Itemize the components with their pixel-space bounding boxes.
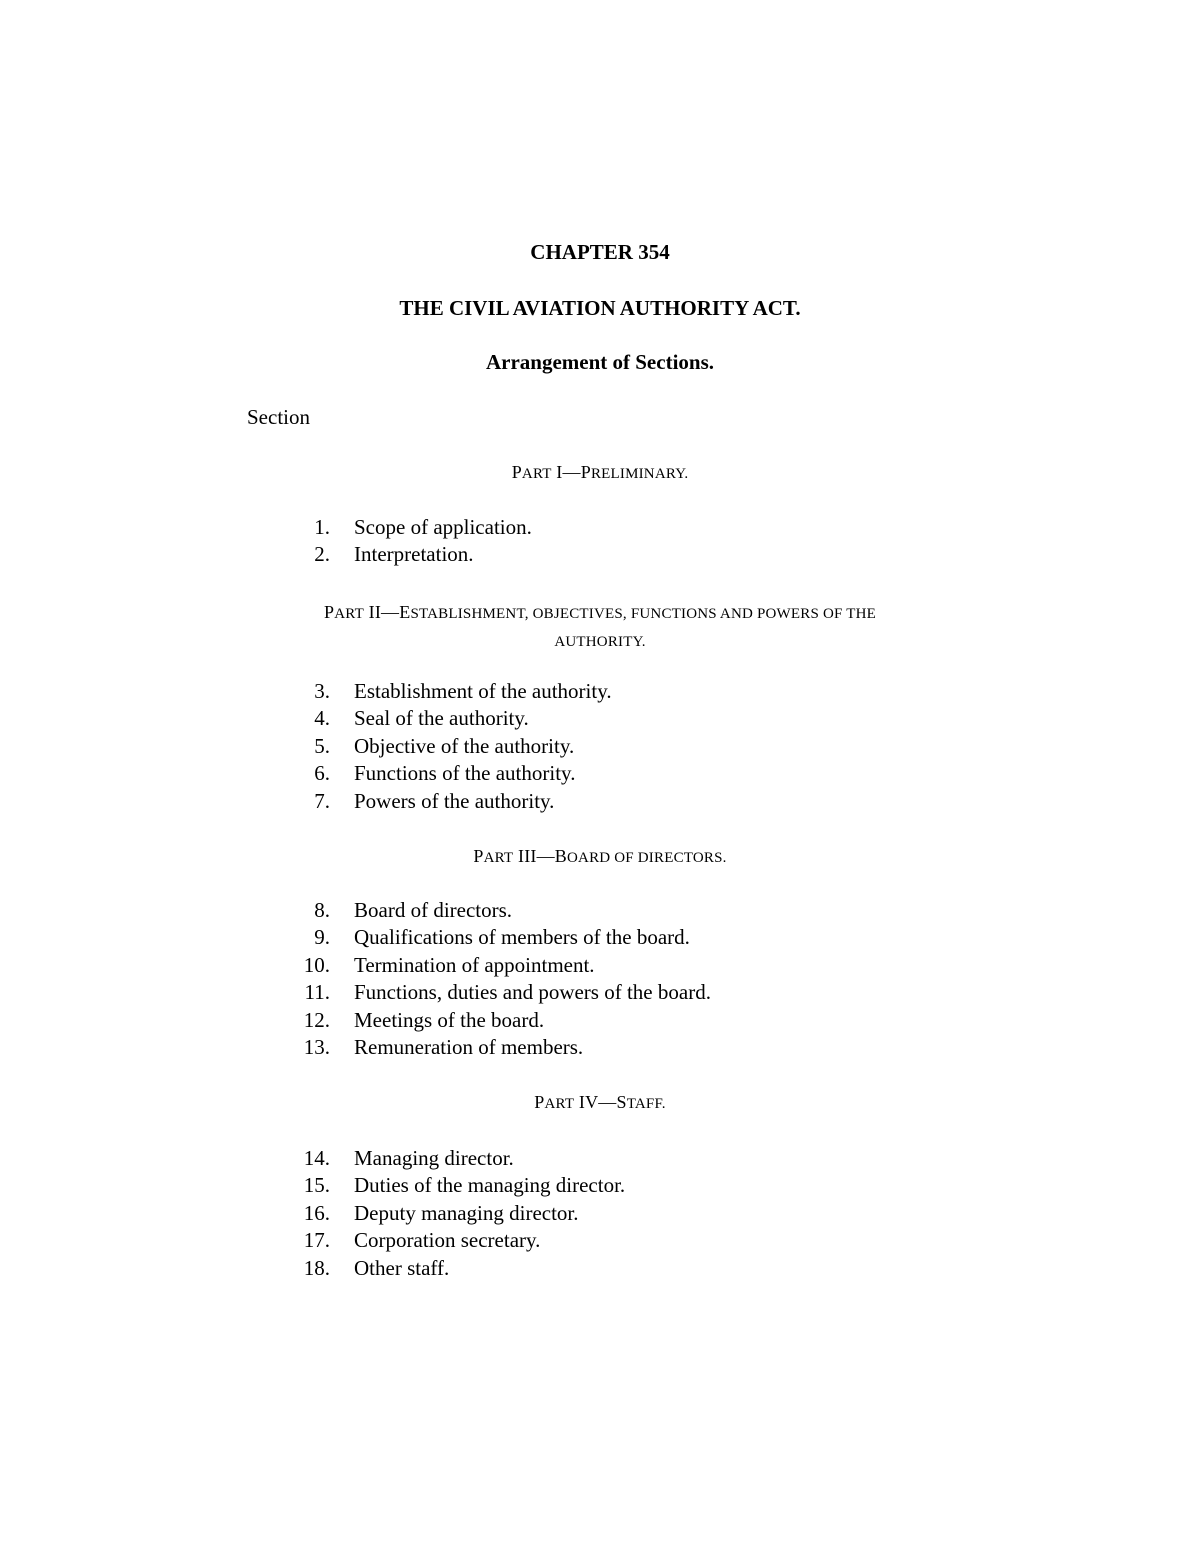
section-list-part-2 xyxy=(0,678,1200,815)
part-heading-cap: S xyxy=(616,1092,627,1112)
part-heading-smallcaps: STABLISHMENT, OBJECTIVES, FUNCTIONS AND POWERS OF THE xyxy=(410,606,876,622)
section-entry xyxy=(0,733,1200,760)
section-title: Qualifications of members of the board. xyxy=(354,925,690,950)
part-heading-smallcaps: ART xyxy=(483,850,514,866)
section-number: 16. xyxy=(303,1200,330,1225)
section-entry xyxy=(0,514,1200,541)
section-title: Objective of the authority. xyxy=(354,733,575,758)
part-heading-number: I— xyxy=(551,462,581,482)
section-title: Meetings of the board. xyxy=(354,1007,545,1032)
section-number: 2. xyxy=(314,542,330,567)
part-heading-cap: E xyxy=(399,602,411,622)
part-heading-2 xyxy=(0,598,1200,656)
section-column-label: Section xyxy=(247,405,310,429)
section-entry xyxy=(0,1172,1200,1199)
section-entry xyxy=(0,1145,1200,1172)
section-title: Other staff. xyxy=(354,1255,450,1280)
section-entry xyxy=(0,788,1200,815)
section-title: Corporation secretary. xyxy=(354,1228,541,1253)
part-heading-cap: P xyxy=(580,462,591,482)
section-entry xyxy=(0,678,1200,705)
part-heading-smallcaps: ART xyxy=(544,1096,575,1112)
section-number: 13. xyxy=(303,1034,330,1059)
section-entry xyxy=(0,952,1200,979)
arrangement-heading: Arrangement of Sections. xyxy=(485,350,715,374)
section-entry xyxy=(0,1227,1200,1254)
section-title: Deputy managing director. xyxy=(354,1200,579,1225)
section-title: Termination of appointment. xyxy=(354,952,595,977)
chapter-heading: CHAPTER 354 xyxy=(530,240,670,264)
section-number: 18. xyxy=(303,1255,330,1280)
section-entry xyxy=(0,541,1200,568)
section-entry xyxy=(0,1255,1200,1282)
section-number: 15. xyxy=(303,1173,330,1198)
part-heading-cap: P xyxy=(324,602,335,622)
section-title: Functions of the authority. xyxy=(354,761,576,786)
part-heading-4 xyxy=(0,1092,1200,1113)
section-number: 12. xyxy=(303,1007,330,1032)
section-list-part-3 xyxy=(0,897,1200,1061)
section-list-part-1 xyxy=(0,514,1200,569)
section-number: 4. xyxy=(314,706,330,731)
act-title: THE CIVIL AVIATION AUTHORITY ACT. xyxy=(399,296,801,320)
part-heading-cap: P xyxy=(511,462,522,482)
section-number: 10. xyxy=(303,952,330,977)
section-entry xyxy=(0,1007,1200,1034)
part-heading-number: II— xyxy=(363,602,400,622)
section-title: Board of directors. xyxy=(354,898,513,922)
section-number: 17. xyxy=(303,1228,330,1253)
section-number: 8. xyxy=(314,898,330,922)
section-title: Duties of the managing director. xyxy=(354,1173,626,1198)
part-heading-number: III— xyxy=(513,846,555,866)
section-title: Seal of the authority. xyxy=(354,706,529,731)
part-heading-smallcaps: RELIMINARY. xyxy=(590,466,689,482)
part-heading-cap: P xyxy=(534,1092,545,1112)
section-number: 14. xyxy=(303,1146,330,1170)
part-heading-3 xyxy=(0,846,1200,867)
section-entry xyxy=(0,897,1200,924)
section-entry xyxy=(0,924,1200,951)
section-entry xyxy=(0,1034,1200,1061)
part-heading-smallcaps: OARD OF DIRECTORS. xyxy=(567,850,727,866)
section-title: Powers of the authority. xyxy=(354,788,555,813)
section-entry xyxy=(0,705,1200,732)
section-entry xyxy=(0,979,1200,1006)
part-heading-smallcaps: TAFF. xyxy=(626,1096,666,1112)
section-number: 5. xyxy=(314,733,330,758)
section-number: 7. xyxy=(314,788,330,813)
section-title: Managing director. xyxy=(354,1146,514,1170)
section-number: 11. xyxy=(304,980,330,1005)
section-number: 1. xyxy=(314,515,330,539)
part-heading-cap: B xyxy=(554,846,567,866)
part-heading-line: AUTHORITY. xyxy=(554,634,646,650)
section-entry xyxy=(0,1200,1200,1227)
part-heading-cap: P xyxy=(473,846,484,866)
section-list-part-4 xyxy=(0,1145,1200,1282)
section-number: 3. xyxy=(314,679,330,703)
part-heading-line xyxy=(0,598,1200,628)
part-heading-1 xyxy=(0,462,1200,483)
section-number: 9. xyxy=(314,925,330,950)
part-heading-smallcaps: ART xyxy=(334,606,364,622)
part-heading-smallcaps: ART xyxy=(521,466,552,482)
section-title: Functions, duties and powers of the board. xyxy=(354,980,711,1005)
section-title: Interpretation. xyxy=(354,542,474,567)
section-number: 6. xyxy=(314,761,330,786)
section-title: Establishment of the authority. xyxy=(354,679,612,703)
section-title: Remuneration of members. xyxy=(354,1034,584,1059)
section-entry xyxy=(0,760,1200,787)
section-title: Scope of application. xyxy=(354,515,532,539)
part-heading-number: IV— xyxy=(574,1092,617,1112)
